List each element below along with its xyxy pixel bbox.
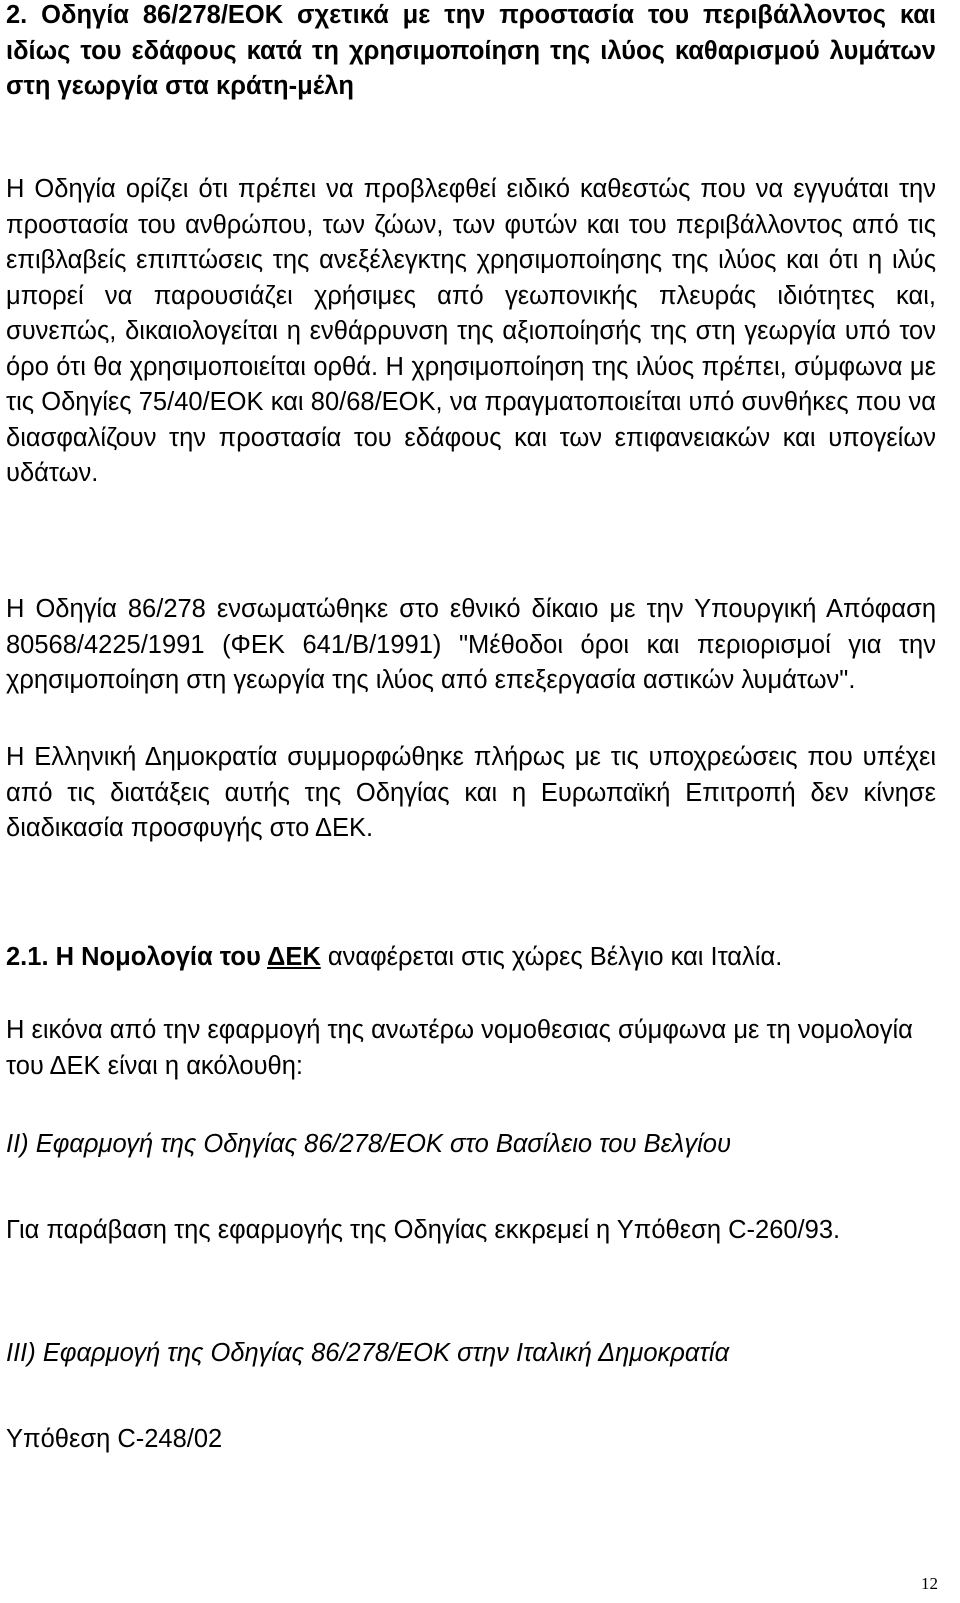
paragraph-case-law-intro: Η εικόνα από την εφαρμογή της ανωτέρω νομοθεσιας σύμφωνα με τη νομολογία του ΔΕΚ είναι η ακόλουθη: — [6, 1016, 913, 1080]
paragraph-transposition: Η Οδηγία 86/278 ενσωματώθηκε στο εθνικό δίκαιο με την Υπουργική Απόφαση 80568/4225/1991 (ΦΕΚ 641/Β/1991) "Μέθοδοι όροι και περιορισμοί για την χρησιμοποίηση στη γεωργία της ιλύος από επεξεργασία αστικών λυμάτων". — [6, 595, 936, 694]
italy-case-reference: Υπόθεση C-248/02 — [6, 1425, 223, 1453]
subheading-italy: III) Εφαρμογή της Οδηγίας 86/278/ΕΟΚ στην Ιταλική Δημοκρατία — [6, 1339, 730, 1367]
paragraph-belgium-case: Για παράβαση της εφαρμογής της Οδηγίας εκκρεμεί η Υπόθεση C-260/93. — [6, 1216, 841, 1244]
paragraph-directive-summary: Η Οδηγία ορίζει ότι πρέπει να προβλεφθεί ειδικό καθεστώς που να εγγυάται την προστασία του ανθρώπου, των ζώων, των φυτών και του περιβάλλοντος από τις επιβλαβείς επιπτώσεις της ανεξέλεγκτης χρησιμοποίησης της ιλύος και ότι η ιλύς μπορεί να παρουσιάζει χρήσιμες από γεωπονικής πλευράς ιδιότητες και, συνεπώς, δικαιολογείται η ενθάρρυνση της αξιοποίησής της στη γεωργία υπό τον όρο ότι θα χρησιμοποιείται ορθά. Η χρησιμοποίηση της ιλύος πρέπει, σύμφωνα με τις Οδηγίες 75/40/ΕΟΚ και 80/68/ΕΟΚ, να πραγματοποιείται υπό συνθήκες που να διασφαλίζουν την προστασία του εδάφους και των επιφανειακών και υπογείων υδάτων. — [6, 175, 936, 487]
subheading-belgium: II) Εφαρμογή της Οδηγίας 86/278/ΕΟΚ στο Βασίλειο του Βελγίου — [6, 1130, 731, 1158]
section-heading-2: 2. Οδηγία 86/278/ΕΟΚ σχετικά με την προστασία του περιβάλλοντος και ιδίως του εδάφους κατά τη χρησιμοποίηση της ιλύος καθαρισμού λυμάτων στη γεωργία στα κράτη-μέλη — [6, 1, 936, 100]
section-heading-2-1 — [6, 940, 936, 976]
section-2-1-underlined: ΔΕΚ — [267, 943, 321, 971]
page-number: 12 — [921, 1574, 938, 1593]
section-2-1-bold-prefix: 2.1. Η Νομολογία του — [6, 943, 267, 971]
paragraph-compliance: Η Ελληνική Δημοκρατία συμμορφώθηκε πλήρως με τις υποχρεώσεις που υπέχει από τις διατάξεις αυτής της Οδηγίας και η Ευρωπαϊκή Επιτροπή δεν κίνησε διαδικασία προσφυγής στο ΔΕΚ. — [6, 743, 936, 842]
section-2-1-rest: αναφέρεται στις χώρες Βέλγιο και Ιταλία. — [320, 943, 783, 971]
